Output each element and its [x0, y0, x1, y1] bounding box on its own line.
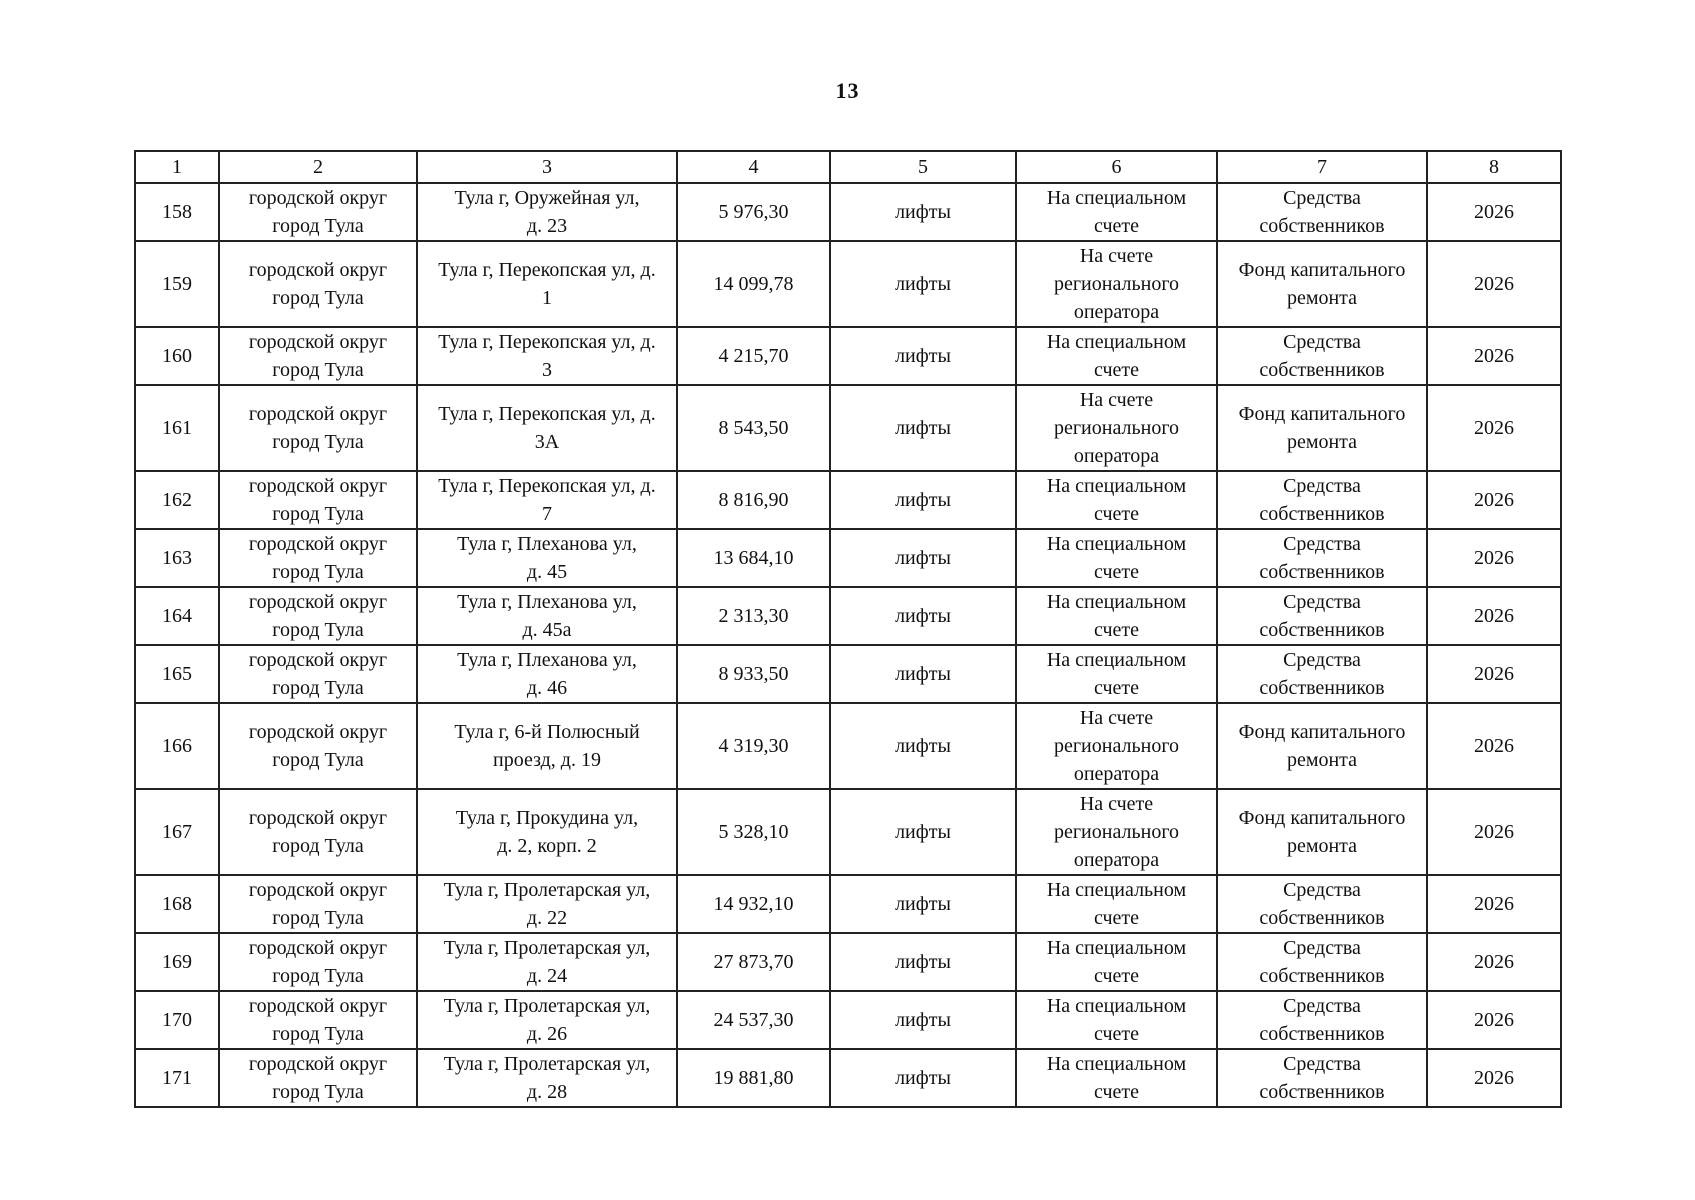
area-cell: 8 543,50: [677, 385, 830, 471]
work-type-cell: лифты: [830, 183, 1016, 241]
municipality-cell: городской округ город Тула: [219, 327, 417, 385]
column-header: 6: [1016, 151, 1217, 183]
table-body: [135, 183, 1561, 1107]
table-row: [135, 241, 1561, 327]
area-cell: 2 313,30: [677, 587, 830, 645]
area-cell: 8 933,50: [677, 645, 830, 703]
address-cell: Тула г, Перекопская ул, д. 3А: [417, 385, 677, 471]
year-cell: 2026: [1427, 327, 1561, 385]
funding-source-cell: Фонд капитального ремонта: [1217, 703, 1427, 789]
address-cell: Тула г, Прокудина ул, д. 2, корп. 2: [417, 789, 677, 875]
funding-source-cell: Фонд капитального ремонта: [1217, 789, 1427, 875]
account-type-cell: На специальном счете: [1016, 1049, 1217, 1107]
account-type-cell: На счете регионального оператора: [1016, 703, 1217, 789]
municipality-cell: городской округ город Тула: [219, 703, 417, 789]
funding-source-cell: Фонд капитального ремонта: [1217, 241, 1427, 327]
row-number-cell: 166: [135, 703, 219, 789]
row-number-cell: 159: [135, 241, 219, 327]
year-cell: 2026: [1427, 241, 1561, 327]
table-row: [135, 471, 1561, 529]
work-type-cell: лифты: [830, 241, 1016, 327]
area-cell: 19 881,80: [677, 1049, 830, 1107]
year-cell: 2026: [1427, 385, 1561, 471]
table-row: [135, 183, 1561, 241]
municipality-cell: городской округ город Тула: [219, 789, 417, 875]
funding-source-cell: Средства собственников: [1217, 471, 1427, 529]
row-number-cell: 162: [135, 471, 219, 529]
row-number-cell: 161: [135, 385, 219, 471]
row-number-cell: 160: [135, 327, 219, 385]
funding-source-cell: Средства собственников: [1217, 183, 1427, 241]
account-type-cell: На специальном счете: [1016, 991, 1217, 1049]
table-row: [135, 703, 1561, 789]
funding-source-cell: Средства собственников: [1217, 875, 1427, 933]
table-row: [135, 933, 1561, 991]
account-type-cell: На счете регионального оператора: [1016, 385, 1217, 471]
municipality-cell: городской округ город Тула: [219, 875, 417, 933]
address-cell: Тула г, 6-й Полюсный проезд, д. 19: [417, 703, 677, 789]
column-header: 7: [1217, 151, 1427, 183]
municipality-cell: городской округ город Тула: [219, 529, 417, 587]
municipality-cell: городской округ город Тула: [219, 385, 417, 471]
table-row: [135, 875, 1561, 933]
year-cell: 2026: [1427, 529, 1561, 587]
row-number-cell: 169: [135, 933, 219, 991]
municipality-cell: городской округ город Тула: [219, 471, 417, 529]
address-cell: Тула г, Плеханова ул, д. 45: [417, 529, 677, 587]
address-cell: Тула г, Перекопская ул, д. 3: [417, 327, 677, 385]
work-type-cell: лифты: [830, 471, 1016, 529]
area-cell: 24 537,30: [677, 991, 830, 1049]
table-row: [135, 529, 1561, 587]
address-cell: Тула г, Пролетарская ул, д. 22: [417, 875, 677, 933]
area-cell: 14 932,10: [677, 875, 830, 933]
municipality-cell: городской округ город Тула: [219, 241, 417, 327]
row-number-cell: 170: [135, 991, 219, 1049]
funding-source-cell: Средства собственников: [1217, 933, 1427, 991]
work-type-cell: лифты: [830, 1049, 1016, 1107]
work-type-cell: лифты: [830, 703, 1016, 789]
column-header: 3: [417, 151, 677, 183]
address-cell: Тула г, Пролетарская ул, д. 26: [417, 991, 677, 1049]
account-type-cell: На специальном счете: [1016, 327, 1217, 385]
account-type-cell: На специальном счете: [1016, 471, 1217, 529]
column-header: 4: [677, 151, 830, 183]
funding-source-cell: Средства собственников: [1217, 645, 1427, 703]
address-cell: Тула г, Перекопская ул, д. 1: [417, 241, 677, 327]
page-number: 13: [835, 78, 860, 103]
area-cell: 13 684,10: [677, 529, 830, 587]
municipality-cell: городской округ город Тула: [219, 587, 417, 645]
table-row: [135, 645, 1561, 703]
row-number-cell: 163: [135, 529, 219, 587]
funding-source-cell: Средства собственников: [1217, 1049, 1427, 1107]
area-cell: 5 976,30: [677, 183, 830, 241]
municipality-cell: городской округ город Тула: [219, 933, 417, 991]
table-row: [135, 789, 1561, 875]
column-header: 8: [1427, 151, 1561, 183]
row-number-cell: 167: [135, 789, 219, 875]
year-cell: 2026: [1427, 183, 1561, 241]
address-cell: Тула г, Плеханова ул, д. 46: [417, 645, 677, 703]
address-cell: Тула г, Пролетарская ул, д. 24: [417, 933, 677, 991]
table-row: [135, 385, 1561, 471]
account-type-cell: На специальном счете: [1016, 933, 1217, 991]
row-number-cell: 165: [135, 645, 219, 703]
year-cell: 2026: [1427, 703, 1561, 789]
table-row: [135, 991, 1561, 1049]
account-type-cell: На счете регионального оператора: [1016, 241, 1217, 327]
work-type-cell: лифты: [830, 645, 1016, 703]
work-type-cell: лифты: [830, 933, 1016, 991]
row-number-cell: 171: [135, 1049, 219, 1107]
work-type-cell: лифты: [830, 875, 1016, 933]
column-header: 1: [135, 151, 219, 183]
area-cell: 4 319,30: [677, 703, 830, 789]
address-cell: Тула г, Перекопская ул, д. 7: [417, 471, 677, 529]
municipality-cell: городской округ город Тула: [219, 1049, 417, 1107]
column-number-row: [135, 151, 1561, 183]
account-type-cell: На счете регионального оператора: [1016, 789, 1217, 875]
funding-source-cell: Средства собственников: [1217, 991, 1427, 1049]
account-type-cell: На специальном счете: [1016, 529, 1217, 587]
address-cell: Тула г, Пролетарская ул, д. 28: [417, 1049, 677, 1107]
account-type-cell: На специальном счете: [1016, 875, 1217, 933]
table-row: [135, 1049, 1561, 1107]
funding-source-cell: Фонд капитального ремонта: [1217, 385, 1427, 471]
row-number-cell: 158: [135, 183, 219, 241]
year-cell: 2026: [1427, 587, 1561, 645]
repair-register-table: [134, 150, 1562, 1108]
year-cell: 2026: [1427, 1049, 1561, 1107]
address-cell: Тула г, Оружейная ул, д. 23: [417, 183, 677, 241]
funding-source-cell: Средства собственников: [1217, 327, 1427, 385]
municipality-cell: городской округ город Тула: [219, 183, 417, 241]
year-cell: 2026: [1427, 789, 1561, 875]
work-type-cell: лифты: [830, 529, 1016, 587]
account-type-cell: На специальном счете: [1016, 587, 1217, 645]
area-cell: 5 328,10: [677, 789, 830, 875]
row-number-cell: 164: [135, 587, 219, 645]
municipality-cell: городской округ город Тула: [219, 991, 417, 1049]
column-header: 2: [219, 151, 417, 183]
year-cell: 2026: [1427, 991, 1561, 1049]
table-row: [135, 587, 1561, 645]
account-type-cell: На специальном счете: [1016, 645, 1217, 703]
column-header: 5: [830, 151, 1016, 183]
work-type-cell: лифты: [830, 385, 1016, 471]
work-type-cell: лифты: [830, 991, 1016, 1049]
area-cell: 4 215,70: [677, 327, 830, 385]
address-cell: Тула г, Плеханова ул, д. 45а: [417, 587, 677, 645]
area-cell: 8 816,90: [677, 471, 830, 529]
work-type-cell: лифты: [830, 327, 1016, 385]
account-type-cell: На специальном счете: [1016, 183, 1217, 241]
year-cell: 2026: [1427, 471, 1561, 529]
year-cell: 2026: [1427, 645, 1561, 703]
work-type-cell: лифты: [830, 789, 1016, 875]
year-cell: 2026: [1427, 875, 1561, 933]
row-number-cell: 168: [135, 875, 219, 933]
municipality-cell: городской округ город Тула: [219, 645, 417, 703]
area-cell: 27 873,70: [677, 933, 830, 991]
funding-source-cell: Средства собственников: [1217, 587, 1427, 645]
table-row: [135, 327, 1561, 385]
funding-source-cell: Средства собственников: [1217, 529, 1427, 587]
area-cell: 14 099,78: [677, 241, 830, 327]
work-type-cell: лифты: [830, 587, 1016, 645]
year-cell: 2026: [1427, 933, 1561, 991]
